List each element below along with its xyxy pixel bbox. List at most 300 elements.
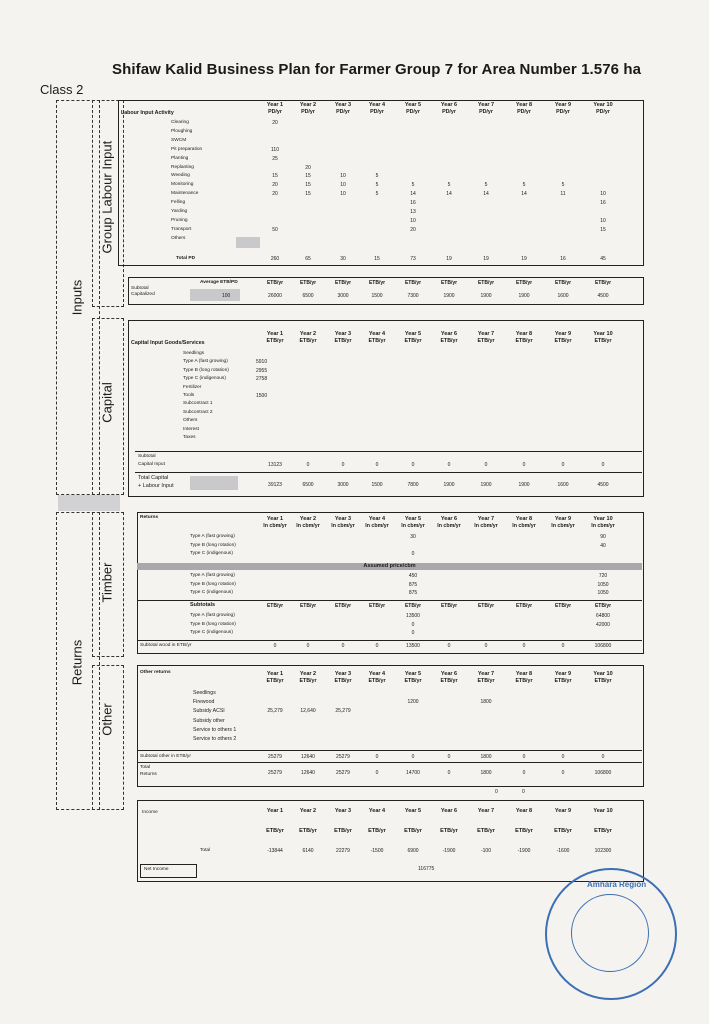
labour-cell-3: 10 [340,182,346,189]
other-unit-7: ETB/yr [477,678,495,684]
labour-unit-4: PD/yr [370,109,384,115]
timber-subtotal-4: 0 [375,643,379,649]
labour-subtotal-7: 1900 [480,293,492,299]
timber-sub-5: 0 [411,630,415,636]
labour-cell-6: 14 [446,191,452,198]
income-unit: ETB/yr [515,828,533,834]
labour-capitalized-label: Capitalized [131,292,155,297]
timber-unit-3: In cbm/yr [331,523,355,529]
labour-cell-1: 110 [271,146,279,153]
capital-item: Interest [183,426,199,432]
total-pd-9: 16 [560,256,566,262]
other-subtotal-3: 25279 [336,754,350,760]
official-stamp [545,868,677,1000]
labour-activity: Transport [171,226,192,232]
labour-cell-1: 20 [272,191,278,198]
labour-cell-8: 14 [521,191,527,198]
below-1: 0 [495,789,498,795]
total-pd-6: 19 [446,256,452,262]
capital-unit-6: ETB/yr [440,338,458,344]
other-cell-7: 1800 [480,699,492,706]
timber-subtotal-5: 13500 [406,643,420,649]
other-item: Firewood [193,699,215,706]
capital-item: Subcontract 1 [183,401,213,407]
income-year: Year 1 [266,808,284,814]
timber-sub-10: 64800 [596,613,610,619]
labour-cell-5: 10 [410,217,416,224]
timber-etb-unit: ETB/yr [266,603,284,609]
other-header: Other returns [140,670,171,675]
labour-activity: Others [171,235,186,241]
timber-year-5: Year 5 [404,516,422,522]
total-pd-5: 73 [410,256,416,262]
timber-etb-unit: ETB/yr [594,603,612,609]
timber-subtotal-label: Subtotal wood in ETB/yr [140,643,192,648]
labour-activity: Felling [171,200,186,206]
capital-year-3: Year 3 [334,331,352,337]
total-returns-7: 1800 [480,770,492,776]
labour-activity: SWCM [171,137,187,143]
income-year: Year 2 [299,808,317,814]
timber-price-5: 450 [408,573,418,579]
timber-year-9: Year 9 [554,516,572,522]
capital-label: Capital [99,382,115,423]
labour-cell-4: 5 [375,182,379,189]
capital-total-5: 7800 [407,482,419,488]
capital-total-shade [190,476,238,490]
timber-sub-5: 0 [411,621,415,628]
other-unit-1: ETB/yr [266,678,284,684]
capital-item: Tools [183,393,195,398]
labour-cell-5: 5 [411,182,415,189]
transport-shade [236,237,260,248]
timber-subtotal-7: 0 [484,643,488,649]
capital-total-10: 4500 [597,482,609,488]
capital-unit-5: ETB/yr [404,338,422,344]
timber-price-10: 720 [598,573,608,579]
labour-cell-10: 16 [600,200,606,207]
labour-cell-7: 5 [484,182,488,189]
other-item: Service to others 1 [193,726,237,733]
labour-year-4: Year 4 [368,102,386,108]
labour-year-7: Year 7 [477,102,495,108]
timber-year-3: Year 3 [334,516,352,522]
total-pd-3: 30 [340,256,346,262]
timber-type: Type B (long rotation) [190,542,236,548]
other-unit-2: ETB/yr [299,678,317,684]
labour-unit-1: PD/yr [268,109,282,115]
other-line2 [137,762,642,763]
capital-subtotal-4: 0 [375,462,379,468]
labour-subtotal-8: 1900 [518,293,530,299]
labour-activity: Planting [171,155,189,161]
labour-etb-unit: ETB/yr [477,280,495,286]
capital-item: Type A (fast growing) [183,359,228,365]
income-unit: ETB/yr [594,828,612,834]
capital-unit-10: ETB/yr [594,338,612,344]
timber-year-10: Year 10 [593,516,613,522]
timber-subtotal-8: 0 [522,643,526,649]
capital-item: Taxes [183,435,196,440]
capital-value: 1500 [256,393,268,399]
timber-etb-unit: ETB/yr [368,603,386,609]
other-unit-3: ETB/yr [334,678,352,684]
income-unit: ETB/yr [440,828,458,834]
labour-year-8: Year 8 [515,102,533,108]
other-subtotal-9: 0 [561,754,565,760]
avg-value: 100 [222,293,231,299]
capital-table [128,320,644,497]
labour-activity: Pit preparation [171,146,203,152]
income-year: Year 9 [554,808,572,814]
labour-cell-1: 25 [272,155,278,162]
labour-cell-5: 20 [410,226,416,233]
labour-cell-2: 15 [305,173,311,180]
labour-unit-9: PD/yr [556,109,570,115]
labour-unit-5: PD/yr [406,109,420,115]
total-pd-10: 45 [600,256,606,262]
capital-year-8: Year 8 [515,331,533,337]
capital-item: Subcontract 2 [183,409,213,415]
other-subtotal-6: 0 [447,754,451,760]
timber-unit-6: In cbm/yr [437,523,461,529]
capital-subtotal-3: 0 [341,462,345,468]
labour-activity: Monitoring [171,182,194,188]
timber-unit-9: In cbm/yr [551,523,575,529]
timber-label: Timber [99,562,115,603]
other-item: Seedlings [193,690,216,696]
labour-cell-10: 10 [600,191,606,198]
other-unit-9: ETB/yr [554,678,572,684]
capital-item: Type C (indigenous) [183,376,226,382]
labour-etb-unit: ETB/yr [404,280,422,286]
labour-subtotal-4: 1500 [371,293,383,299]
total-pd-4: 15 [374,256,380,262]
timber-year-2: Year 2 [299,516,317,522]
capital-subtotal-1: 13123 [268,462,282,468]
income-unit: ETB/yr [368,828,386,834]
capital-line2 [135,472,642,473]
other-cell-1: 25,279 [267,708,283,715]
capital-subtotal-5: 0 [411,462,415,468]
capital-year-7: Year 7 [477,331,495,337]
timber-etb-unit: ETB/yr [515,603,533,609]
other-unit-8: ETB/yr [515,678,533,684]
labour-activity: Weeding [171,173,190,179]
labour-subtotal-5: 7300 [407,293,419,299]
timber-line2 [137,640,642,641]
total-returns-8: 0 [522,770,526,776]
labour-cell-1: 15 [272,173,278,180]
capital-subtotal-2: 0 [306,462,310,468]
labour-unit-6: PD/yr [442,109,456,115]
labour-cell-2: 15 [305,182,311,189]
labour-year-9: Year 9 [554,102,572,108]
other-year-1: Year 1 [266,671,284,677]
income-total-8: -1900 [517,848,531,854]
labour-year-6: Year 6 [440,102,458,108]
labour-etb-unit: ETB/yr [334,280,352,286]
capital-total-8: 1900 [518,482,530,488]
timber-year-6: Year 6 [440,516,458,522]
capital-year-4: Year 4 [368,331,386,337]
timber-sub-10: 42000 [596,621,610,628]
labour-subtotal-9: 1600 [557,293,569,299]
labour-cell-5: 13 [410,209,416,215]
labour-activity: Pruning [171,217,188,223]
income-total-5: 6900 [407,848,419,854]
capital-subtotal-label: Subtotal [138,454,156,459]
labour-etb-unit: ETB/yr [440,280,458,286]
income-unit: ETB/yr [404,828,422,834]
page-title: Shifaw Kalid Business Plan for Farmer Group 7 for Area Number 1.576 ha [112,61,642,78]
other-unit-5: ETB/yr [404,678,422,684]
other-subtotal-1: 25279 [268,754,282,760]
total-returns-label: Total [140,765,151,770]
other-subtotal-8: 0 [522,754,526,760]
capital-input-label: Capital Input [138,462,165,467]
net-income-value: 116775 [418,866,435,872]
labour-activity: Clearing [171,120,189,125]
other-unit-4: ETB/yr [368,678,386,684]
timber-unit-4: In cbm/yr [365,523,389,529]
income-year: Year 6 [440,808,458,814]
timber-etb-unit: ETB/yr [440,603,458,609]
total-pd-8: 19 [521,256,527,262]
total-returns-1: 25279 [268,770,282,776]
labour-cell-4: 5 [375,173,379,180]
labour-subtotal-1: 26000 [268,293,282,299]
total-capital-label: Total Capital [138,475,169,481]
timber-year-8: Year 8 [515,516,533,522]
income-total-6: -1900 [442,848,456,854]
timber-subtotal-9: 0 [561,643,565,649]
capital-item: Seedlings [183,351,205,356]
other-subtotal-7: 1800 [480,754,492,760]
timber-price-5: 875 [408,581,418,588]
labour-unit-3: PD/yr [336,109,350,115]
other-item: Subsidy other [193,717,225,724]
capital-subtotal-10: 0 [601,462,605,468]
labour-cell-7: 14 [483,191,489,198]
capital-year-9: Year 9 [554,331,572,337]
income-total-label: Total [200,848,211,853]
capital-subtotal-6: 0 [447,462,451,468]
capital-item: Type B (long rotation) [183,367,229,373]
timber-subtotal-3: 0 [341,643,345,649]
total-pd-1: 260 [270,256,280,262]
labour-subtotal-label: Subtotal [131,286,149,291]
income-total-1: -13844 [267,848,283,854]
labour-cell-3: 10 [340,173,346,180]
timber-unit-5: In cbm/yr [401,523,425,529]
labour-subtotal-3: 3000 [337,293,349,299]
other-cell-3: 25,279 [335,708,351,715]
labour-etb-unit: ETB/yr [515,280,533,286]
labour-cell-3: 10 [340,191,346,198]
labour-unit-10: PD/yr [596,109,610,115]
total-returns-9: 0 [561,770,565,776]
other-unit-10: ETB/yr [594,678,612,684]
capital-total-3: 3000 [337,482,349,488]
timber-unit-1: In cbm/yr [263,523,287,529]
capital-unit-8: ETB/yr [515,338,533,344]
timber-cbm-10: 40 [600,542,606,549]
timber-etb-unit: ETB/yr [404,603,422,609]
labour-etb-unit: ETB/yr [299,280,317,286]
labour-cell-5: 14 [410,191,416,198]
income-unit: ETB/yr [334,828,352,834]
other-year-10: Year 10 [593,671,613,677]
income-year: Year 8 [515,808,533,814]
timber-year-1: Year 1 [266,516,284,522]
net-income-label: Net Income [144,867,169,872]
total-returns-4: 0 [375,770,379,776]
other-item: Subsidy ACSI [193,708,225,715]
capital-item: Fertilizer [183,384,202,390]
returns-label: Returns [69,639,85,686]
capital-year-10: Year 10 [593,331,613,337]
labour-cell-5: 16 [410,200,416,207]
timber-subtotal-2: 0 [306,643,310,649]
other-year-4: Year 4 [368,671,386,677]
capital-year-1: Year 1 [266,331,284,337]
labour-unit-8: PD/yr [517,109,531,115]
income-unit: ETB/yr [554,828,572,834]
total-returns-2: 12640 [301,770,315,776]
labour-year-5: Year 5 [404,102,422,108]
capital-total-1: 39123 [268,482,282,488]
timber-line [137,600,642,601]
timber-price-5: 875 [408,590,418,596]
other-cell-5: 1200 [407,699,419,706]
capital-header: Capital Input Goods/Services [131,340,205,346]
income-header: Income [142,810,158,815]
other-unit-6: ETB/yr [440,678,458,684]
total-returns-3: 25279 [336,770,350,776]
total-returns-6: 0 [447,770,451,776]
other-year-2: Year 2 [299,671,317,677]
labour-year-10: Year 10 [593,102,613,108]
total-returns-5: 14700 [406,770,420,776]
labour-activity: Maintenance [171,191,199,197]
capital-unit-1: ETB/yr [266,338,284,344]
capital-value: 5910 [256,359,268,366]
avg-shade [190,289,240,301]
labour-cell-10: 15 [600,226,606,233]
timber-year-7: Year 7 [477,516,495,522]
labour-activity: Yarding [171,209,188,214]
other-year-5: Year 5 [404,671,422,677]
labour-etb-unit: ETB/yr [266,280,284,286]
capital-total-2: 6500 [302,482,314,488]
capital-item: Others [183,418,198,424]
income-year: Year 3 [334,808,352,814]
timber-price-10: 1050 [597,590,609,596]
capital-year-2: Year 2 [299,331,317,337]
capital-total-6: 1900 [443,482,455,488]
labour-cell-9: 5 [561,182,565,189]
other-subtotal-5: 0 [411,754,415,760]
timber-unit-10: In cbm/yr [591,523,615,529]
income-unit: ETB/yr [477,828,495,834]
capital-total-9: 1600 [557,482,569,488]
total-pd-2: 65 [305,256,311,262]
capital-total-7: 1900 [480,482,492,488]
price-type: Type A (fast growing) [190,573,235,578]
income-year: Year 5 [404,808,422,814]
capital-unit-9: ETB/yr [554,338,572,344]
capital-value: 2758 [256,376,268,383]
labour-cell-1: 20 [272,120,278,126]
timber-type: Type C (indigenous) [190,551,233,556]
income-year: Year 4 [368,808,386,814]
labour-cell-10: 10 [600,217,606,224]
timber-type: Type A (fast growing) [190,534,235,539]
labour-header: Labour Input Activity [121,110,174,116]
labour-subtotal-6: 1900 [443,293,455,299]
other-label: Other [99,703,115,736]
timber-subtotals-label: Subtotals [190,602,216,608]
timber-year-4: Year 4 [368,516,386,522]
income-total-3: 22279 [336,848,350,854]
timber-unit-2: In cbm/yr [296,523,320,529]
total-pd-label: Total PD [176,256,196,261]
timber-etb-unit: ETB/yr [477,603,495,609]
price-type: Type C (indigenous) [190,590,233,595]
price-type: Type B (long rotation) [190,581,236,587]
timber-sub-type: Type C (indigenous) [190,630,233,635]
labour-cell-4: 5 [375,191,379,198]
capital-year-5: Year 5 [404,331,422,337]
income-total-10: 102300 [594,848,612,854]
labour-year-2: Year 2 [299,102,317,108]
separator-shade [58,495,120,511]
labour-cell-6: 5 [447,182,451,189]
capital-unit-7: ETB/yr [477,338,495,344]
timber-sub-5: 13500 [406,613,420,619]
timber-subtotal-10: 106800 [594,643,612,649]
labour-cell-2: 20 [305,164,311,171]
other-item: Service to others 2 [193,736,237,742]
timber-cbm-5: 0 [411,551,415,557]
timber-sub-type: Type A (fast growing) [190,613,235,618]
price-band: Assumed price/cbm [137,563,642,570]
labour-etb-unit: ETB/yr [594,280,612,286]
capital-value: 2955 [256,367,268,374]
timber-etb-unit: ETB/yr [554,603,572,609]
capital-unit-2: ETB/yr [299,338,317,344]
avg-label: Average ETB/PD [200,280,238,285]
timber-cbm-5: 30 [410,534,416,540]
other-line [137,750,642,751]
timber-header: Returns [140,515,159,520]
labour-activity: Ploughing [171,128,193,134]
stamp-text: Amhara Region [587,880,647,889]
class-label: Class 2 [40,82,84,97]
total-pd-7: 19 [483,256,489,262]
timber-cbm-10: 90 [600,534,606,540]
labour-unit-2: PD/yr [301,109,315,115]
timber-subtotal-6: 0 [447,643,451,649]
labour-unit-7: PD/yr [479,109,493,115]
labour-activity: Replanting [171,164,194,170]
capital-subtotal-9: 0 [561,462,565,468]
labour-year-1: Year 1 [266,102,284,108]
total-returns-10: 106800 [594,770,612,776]
other-year-6: Year 6 [440,671,458,677]
labour-cell-8: 5 [522,182,526,189]
